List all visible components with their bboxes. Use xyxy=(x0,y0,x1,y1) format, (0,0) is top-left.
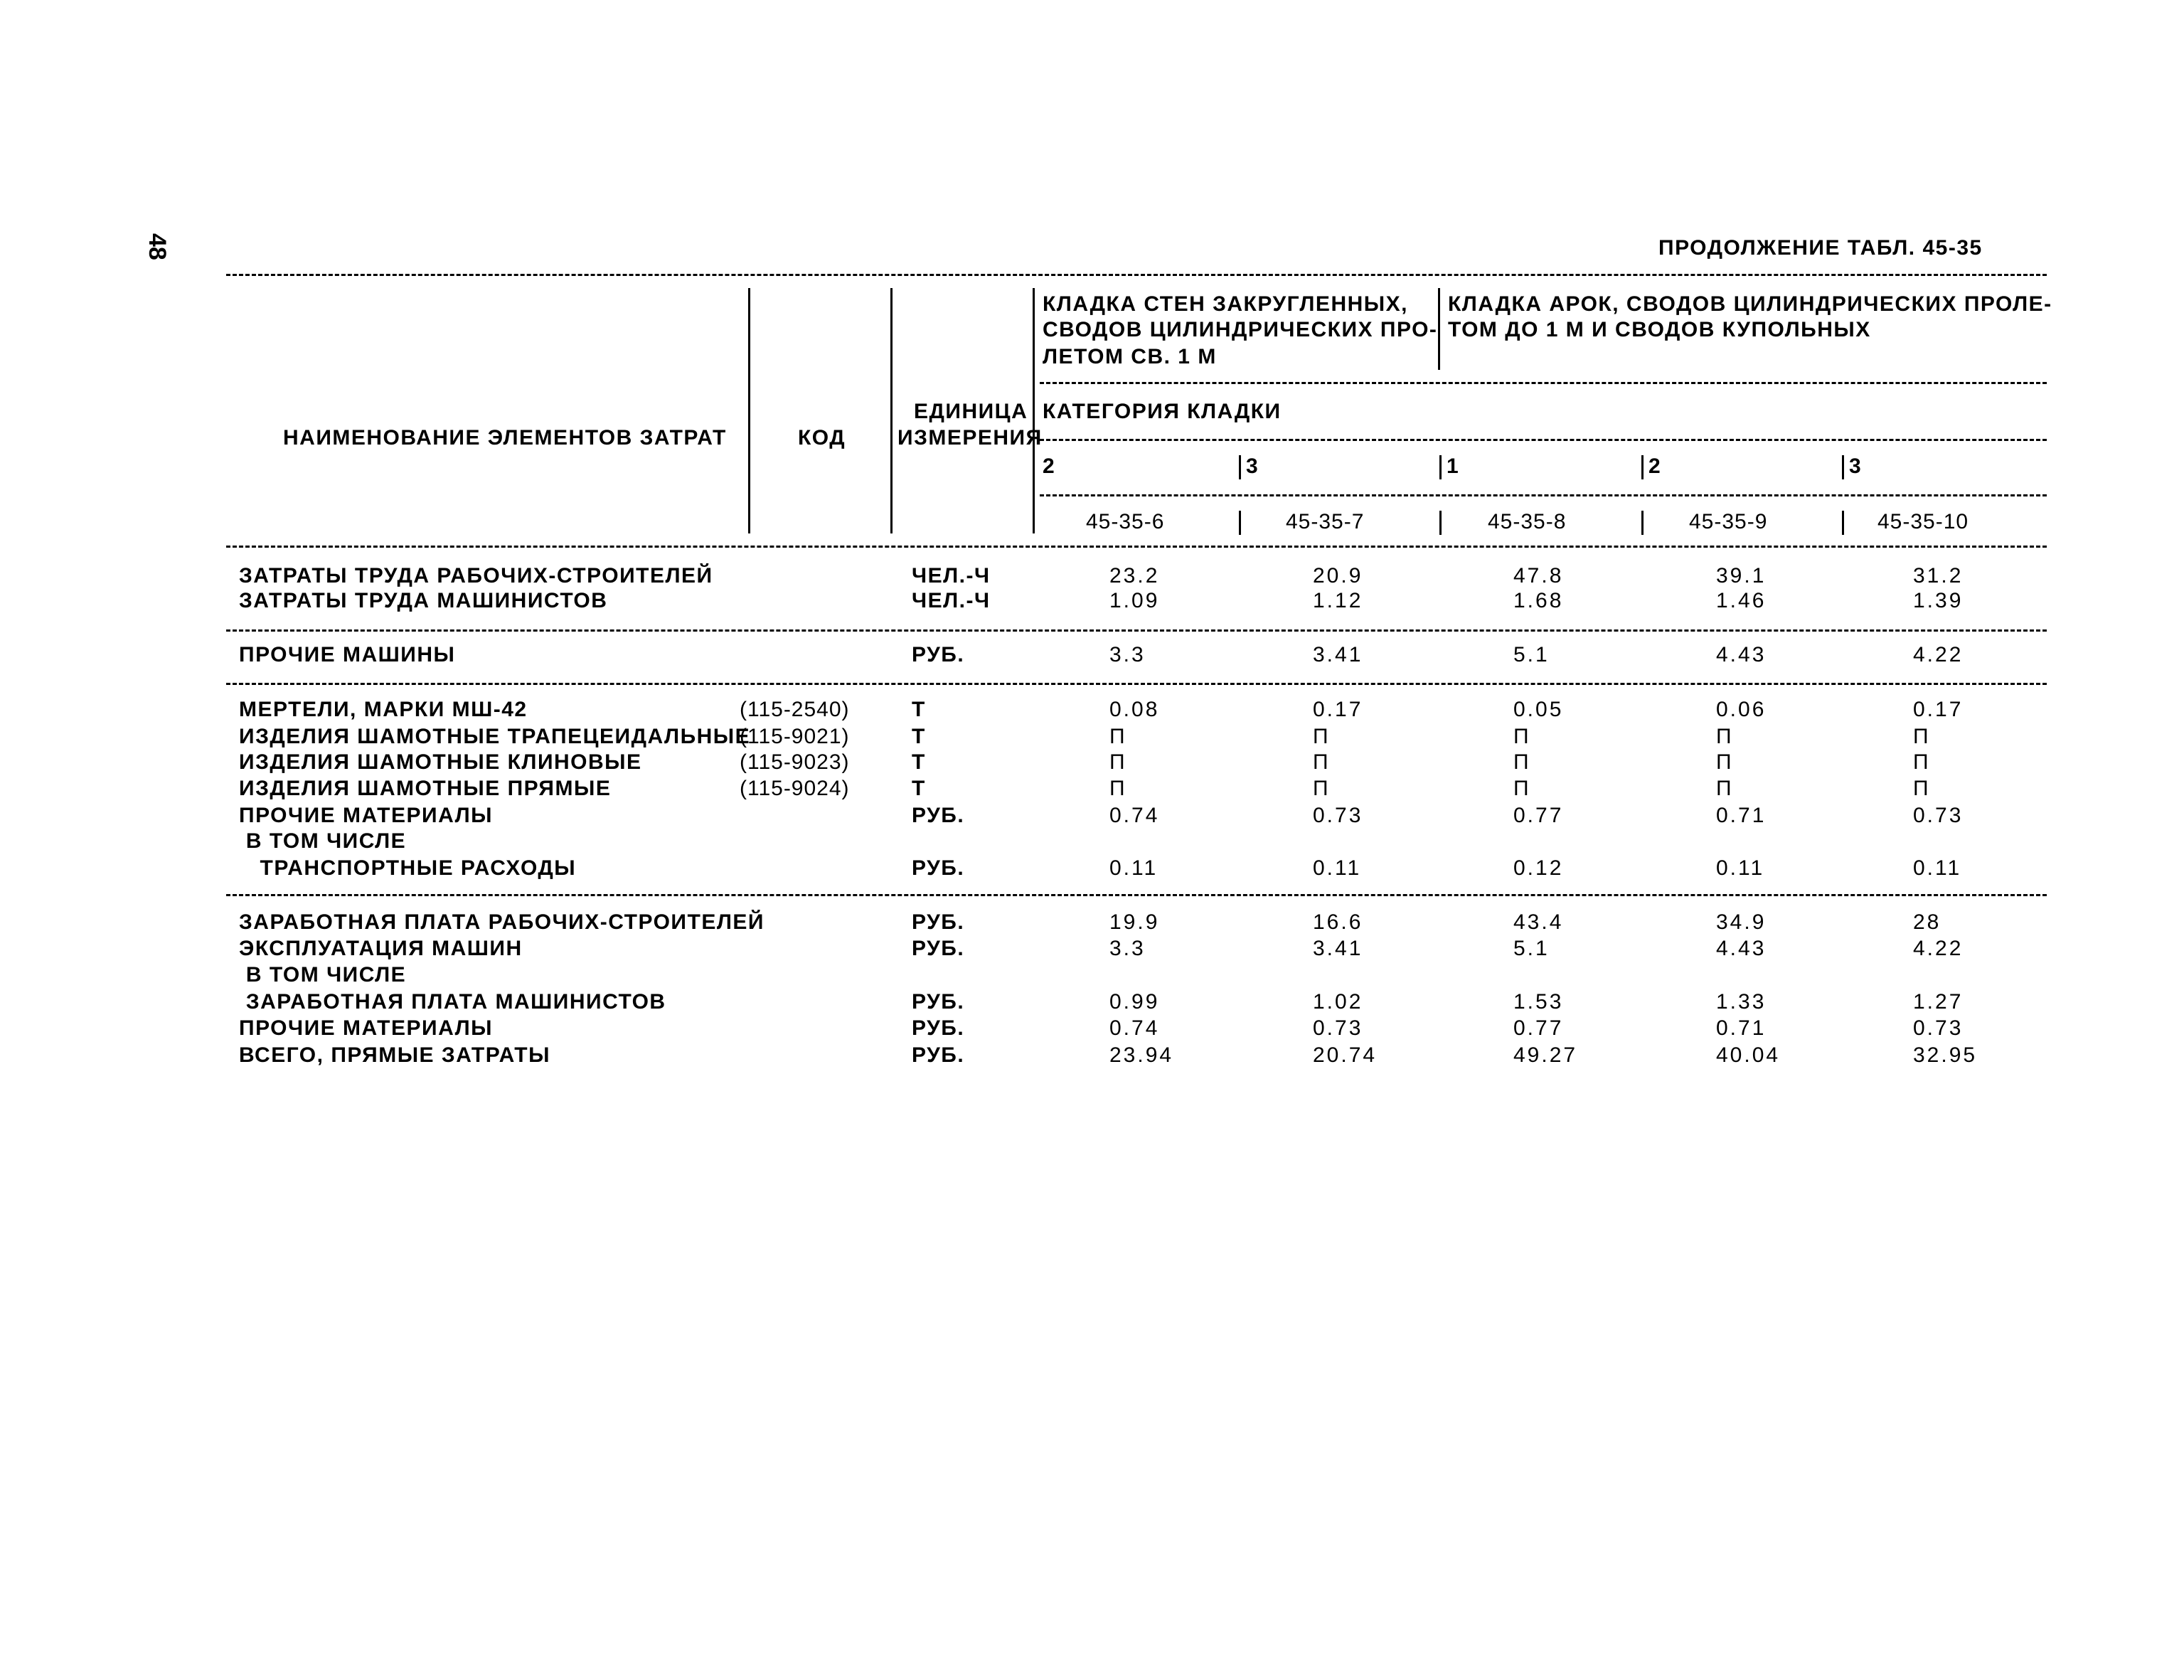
row-name: ТРАНСПОРТНЫЕ РАСХОДЫ xyxy=(239,856,577,880)
row-value: П xyxy=(1716,725,1734,748)
code-bar-5 xyxy=(1842,511,1844,535)
row-value: 0.73 xyxy=(1313,804,1363,827)
group2-title-1: КЛАДКА АРОК, СВОДОВ ЦИЛИНДРИЧЕСКИХ ПРОЛЕ- xyxy=(1448,292,2052,316)
row-value: 0.73 xyxy=(1913,804,1964,827)
row-value: П xyxy=(1716,777,1734,800)
row-value: 43.4 xyxy=(1513,910,1564,934)
name-code-divider xyxy=(748,288,750,533)
category-3: 1 xyxy=(1447,454,1460,478)
row-name: ЗАТРАТЫ ТРУДА РАБОЧИХ-СТРОИТЕЛЕЙ xyxy=(239,564,713,588)
row-value: 5.1 xyxy=(1513,643,1550,666)
row-unit: РУБ. xyxy=(912,643,965,666)
header-rule-2 xyxy=(1040,439,2047,441)
row-value: 0.11 xyxy=(1913,856,1962,880)
row-value: 0.77 xyxy=(1513,804,1564,827)
row-value: 1.53 xyxy=(1513,990,1564,1014)
section-rule-1 xyxy=(226,629,2047,632)
cat-bar-5 xyxy=(1842,455,1844,479)
header-code-col: КОД xyxy=(798,426,846,450)
group1-title-2: СВОДОВ ЦИЛИНДРИЧЕСКИХ ПРО- xyxy=(1043,318,1438,341)
row-value: П xyxy=(1313,725,1331,748)
row-value: 28 xyxy=(1913,910,1941,934)
row-value: 20.74 xyxy=(1313,1043,1378,1067)
row-name: ЭКСПЛУАТАЦИЯ МАШИН xyxy=(239,937,523,960)
row-value: П xyxy=(1513,777,1531,800)
row-unit: РУБ. xyxy=(912,937,965,960)
header-unit-col-2: ИЗМЕРЕНИЯ xyxy=(897,426,1043,450)
row-name: ЗАРАБОТНАЯ ПЛАТА МАШИНИСТОВ xyxy=(239,990,666,1014)
row-unit: Т xyxy=(912,777,926,800)
row-value: П xyxy=(1913,750,1931,774)
row-value: 3.41 xyxy=(1313,937,1363,960)
row-value: П xyxy=(1109,750,1127,774)
row-value: 4.22 xyxy=(1913,937,1964,960)
row-unit: Т xyxy=(912,750,926,774)
row-value: 0.71 xyxy=(1716,1016,1767,1040)
code-5: 45-35-10 xyxy=(1877,510,1969,533)
row-value: 0.74 xyxy=(1109,1016,1160,1040)
row-unit: РУБ. xyxy=(912,990,965,1014)
row-name: В ТОМ ЧИСЛЕ xyxy=(239,829,407,853)
row-unit: Т xyxy=(912,725,926,748)
row-value: П xyxy=(1913,725,1931,748)
code-4: 45-35-9 xyxy=(1689,510,1768,533)
row-name: ИЗДЕЛИЯ ШАМОТНЫЕ ТРАПЕЦЕИДАЛЬНЫЕ xyxy=(239,725,751,748)
row-name: ПРОЧИЕ МАТЕРИАЛЫ xyxy=(239,804,494,827)
row-value: 19.9 xyxy=(1109,910,1160,934)
row-value: 4.43 xyxy=(1716,937,1767,960)
row-name: МЕРТЕЛИ, МАРКИ МШ-42 xyxy=(239,698,528,721)
row-value: П xyxy=(1716,750,1734,774)
row-value: 23.2 xyxy=(1109,564,1160,588)
row-value: 1.12 xyxy=(1313,589,1363,612)
header-name-col: НАИМЕНОВАНИЕ ЭЛЕМЕНТОВ ЗАТРАТ xyxy=(283,426,727,450)
code-bar-3 xyxy=(1439,511,1442,535)
row-value: 0.74 xyxy=(1109,804,1160,827)
cat-bar-3 xyxy=(1439,455,1442,479)
group2-title-2: ТОМ ДО 1 М И СВОДОВ КУПОЛЬНЫХ xyxy=(1448,318,1871,341)
header-rule-1 xyxy=(1040,382,2047,384)
group1-title-1: КЛАДКА СТЕН ЗАКРУГЛЕННЫХ, xyxy=(1043,292,1408,316)
row-value: 1.27 xyxy=(1913,990,1964,1014)
header-bottom-rule xyxy=(226,546,2047,548)
row-value: 3.3 xyxy=(1109,643,1146,666)
code-bar-4 xyxy=(1641,511,1644,535)
category-4: 2 xyxy=(1648,454,1662,478)
row-value: 0.11 xyxy=(1716,856,1765,880)
row-value: П xyxy=(1313,750,1331,774)
row-value: 20.9 xyxy=(1313,564,1363,588)
row-unit: Т xyxy=(912,698,926,721)
cat-bar-4 xyxy=(1641,455,1644,479)
header-rule-3 xyxy=(1040,494,2047,496)
unit-values-divider xyxy=(1033,288,1035,533)
row-value: П xyxy=(1913,777,1931,800)
row-unit: ЧЕЛ.-Ч xyxy=(912,564,991,588)
row-unit: РУБ. xyxy=(912,910,965,934)
page-number: 48 xyxy=(144,233,171,260)
row-name: В ТОМ ЧИСЛЕ xyxy=(239,963,407,987)
row-value: 1.68 xyxy=(1513,589,1564,612)
row-value: 3.41 xyxy=(1313,643,1363,666)
row-value: 4.22 xyxy=(1913,643,1964,666)
row-value: 31.2 xyxy=(1913,564,1964,588)
row-value: 0.05 xyxy=(1513,698,1564,721)
row-value: 0.99 xyxy=(1109,990,1160,1014)
cat-bar-2 xyxy=(1239,455,1241,479)
row-value: 0.73 xyxy=(1313,1016,1363,1040)
row-value: 47.8 xyxy=(1513,564,1564,588)
row-value: 0.06 xyxy=(1716,698,1767,721)
row-value: П xyxy=(1313,777,1331,800)
code-3: 45-35-8 xyxy=(1488,510,1567,533)
row-value: 1.39 xyxy=(1913,589,1964,612)
row-value: 23.94 xyxy=(1109,1043,1174,1067)
row-value: П xyxy=(1513,725,1531,748)
category-1: 2 xyxy=(1043,454,1056,478)
row-name: ЗАТРАТЫ ТРУДА МАШИНИСТОВ xyxy=(239,589,608,612)
row-value: 0.12 xyxy=(1513,856,1564,880)
code-unit-divider xyxy=(890,288,893,533)
section-rule-2 xyxy=(226,683,2047,685)
row-value: П xyxy=(1109,725,1127,748)
row-unit: РУБ. xyxy=(912,856,965,880)
category-label: КАТЕГОРИЯ КЛАДКИ xyxy=(1043,400,1282,423)
row-value: 0.71 xyxy=(1716,804,1767,827)
row-value: 0.11 xyxy=(1313,856,1362,880)
group1-title-3: ЛЕТОМ СВ. 1 М xyxy=(1043,345,1217,368)
row-value: 3.3 xyxy=(1109,937,1146,960)
row-name: ПРОЧИЕ МАШИНЫ xyxy=(239,643,456,666)
row-value: 16.6 xyxy=(1313,910,1363,934)
row-value: 0.11 xyxy=(1109,856,1158,880)
top-rule xyxy=(226,274,2047,276)
row-unit: РУБ. xyxy=(912,1016,965,1040)
row-value: 0.73 xyxy=(1913,1016,1964,1040)
row-unit: ЧЕЛ.-Ч xyxy=(912,589,991,612)
row-value: 5.1 xyxy=(1513,937,1550,960)
code-1: 45-35-6 xyxy=(1086,510,1165,533)
header-unit-col-1: ЕДИНИЦА xyxy=(914,400,1028,423)
row-value: 40.04 xyxy=(1716,1043,1781,1067)
row-unit: РУБ. xyxy=(912,804,965,827)
row-value: 49.27 xyxy=(1513,1043,1578,1067)
row-code: (115-9023) xyxy=(740,750,850,774)
row-code: (115-9024) xyxy=(740,777,850,800)
section-rule-3 xyxy=(226,894,2047,896)
row-value: 34.9 xyxy=(1716,910,1767,934)
code-2: 45-35-7 xyxy=(1286,510,1365,533)
row-value: П xyxy=(1513,750,1531,774)
row-value: 0.17 xyxy=(1913,698,1964,721)
row-value: 39.1 xyxy=(1716,564,1767,588)
row-value: 0.17 xyxy=(1313,698,1363,721)
row-name: ВСЕГО, ПРЯМЫЕ ЗАТРАТЫ xyxy=(239,1043,550,1067)
row-name: ПРОЧИЕ МАТЕРИАЛЫ xyxy=(239,1016,494,1040)
row-code: (115-2540) xyxy=(740,698,850,721)
row-value: 1.02 xyxy=(1313,990,1363,1014)
row-name: ИЗДЕЛИЯ ШАМОТНЫЕ КЛИНОВЫЕ xyxy=(239,750,642,774)
row-value: 4.43 xyxy=(1716,643,1767,666)
row-value: 1.33 xyxy=(1716,990,1767,1014)
row-value: 1.09 xyxy=(1109,589,1160,612)
row-value: 0.77 xyxy=(1513,1016,1564,1040)
continuation-title: ПРОДОЛЖЕНИЕ ТАБЛ. 45-35 xyxy=(1658,236,1983,260)
row-value: 1.46 xyxy=(1716,589,1767,612)
row-value: 32.95 xyxy=(1913,1043,1978,1067)
category-2: 3 xyxy=(1246,454,1259,478)
group-divider xyxy=(1438,288,1440,370)
row-name: ИЗДЕЛИЯ ШАМОТНЫЕ ПРЯМЫЕ xyxy=(239,777,612,800)
row-value: П xyxy=(1109,777,1127,800)
code-bar-2 xyxy=(1239,511,1241,535)
row-code: (115-9021) xyxy=(740,725,850,748)
row-unit: РУБ. xyxy=(912,1043,965,1067)
row-name: ЗАРАБОТНАЯ ПЛАТА РАБОЧИХ-СТРОИТЕЛЕЙ xyxy=(239,910,765,934)
category-5: 3 xyxy=(1849,454,1863,478)
row-value: 0.08 xyxy=(1109,698,1160,721)
